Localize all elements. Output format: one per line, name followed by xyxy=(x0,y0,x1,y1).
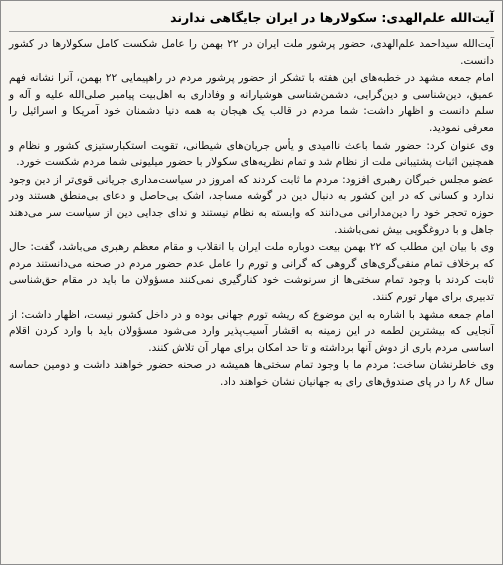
article-paragraph-4: عضو مجلس خبرگان رهبری افزود: مردم ما ثابت کردند که امروز در سیاست‌مداری جریانی قوی‌تر از دین وجود ندارد و کسانی که در این کشور به دنبال دین در گوشه مساجد، اشک بی‌حاصل و دعای بی‌منطق هستند ودر حوزه تحجر خود را دین‌مدارانی می‌دانند که وابسته به نظام نیستند و ندای جدایی دین از سیاست سر می‌دهند جاهل و با دروغگویی بیش نمی‌باشند. xyxy=(9,173,494,236)
article-title: آیت‌الله علم‌الهدی: سکولارها در ایران جایگاهی ندارند xyxy=(170,10,494,25)
article-paragraph-3: وی عنوان کرد: حضور شما باعث ناامیدی و یأس جریان‌های شیطانی، تقویت استکبارستیزی کشور و نظام و همچنین اثبات پشتیبانی ملت از نظام شد و تمام نظریه‌های سکولار با حضور میلیونی شما مردم شکست خورد. xyxy=(9,139,494,169)
article-paragraph-2: امام جمعه مشهد در خطبه‌های این هفته با تشکر از حضور پرشور مردم در راهپیمایی ۲۲ بهمن، آنرا نشانه فهم عمیق، دین‌شناسی و دین‌گرایی، دشمن‌شناسی هوشیارانه و وفاداری به اهل‌بیت پیامبر صلی‌الله علیه و آله و سلم دانست و اظهار داشت: شما مردم در قالب یک هیجان به همه دنیا دشمنان خود آمریکا و اسرائیل را معرفی نمودید. xyxy=(9,72,494,134)
article-paragraph-1: آیت‌الله سیداحمد علم‌الهدی، حضور پرشور ملت ایران در ۲۲ بهمن را عامل شکست کامل سکولارها در کشور دانست. xyxy=(9,38,494,67)
title-divider xyxy=(9,31,494,32)
article-paragraph-5: وی با بیان این مطلب که ۲۲ بهمن بیعت دوباره ملت ایران با انقلاب و مقام معظم رهبری می‌باشد، گفت: حال که برخلاف تمام منفی‌گری‌های گروهی که گرانی و تورم را عامل عدم حضور مردم در صحنه می‌دانستند مردم ثابت کردند با وجود تمام سختی‌ها از سرنوشت خود کنارگیری نمی‌کنند مسؤولان ما باید در مقام حق‌شناسی تدبیری برای مهار تورم کنند. xyxy=(9,241,494,303)
article-paragraph-7: وی خاطرنشان ساخت: مردم ما با وجود تمام سختی‌ها همیشه در صحنه حضور خواهند داشت و دومین حماسه سال ۸۶ را در پای صندوق‌های رای به جهانیان نشان خواهند داد. xyxy=(9,359,494,388)
article-paragraph-6: امام جمعه مشهد با اشاره به این موضوع که ریشه تورم جهانی بوده و در داخل کشور نیست، اظهار داشت: از آنجایی که بیشترین لطمه در این زمینه به اقشار آسیب‌پذیر وارد می‌شود مسؤولان باید با وارد کردن اقلام اساسی مردم باری از دوش آنها برداشته و تا حد امکان برای مهار آن تلاش کنند. xyxy=(9,308,494,354)
